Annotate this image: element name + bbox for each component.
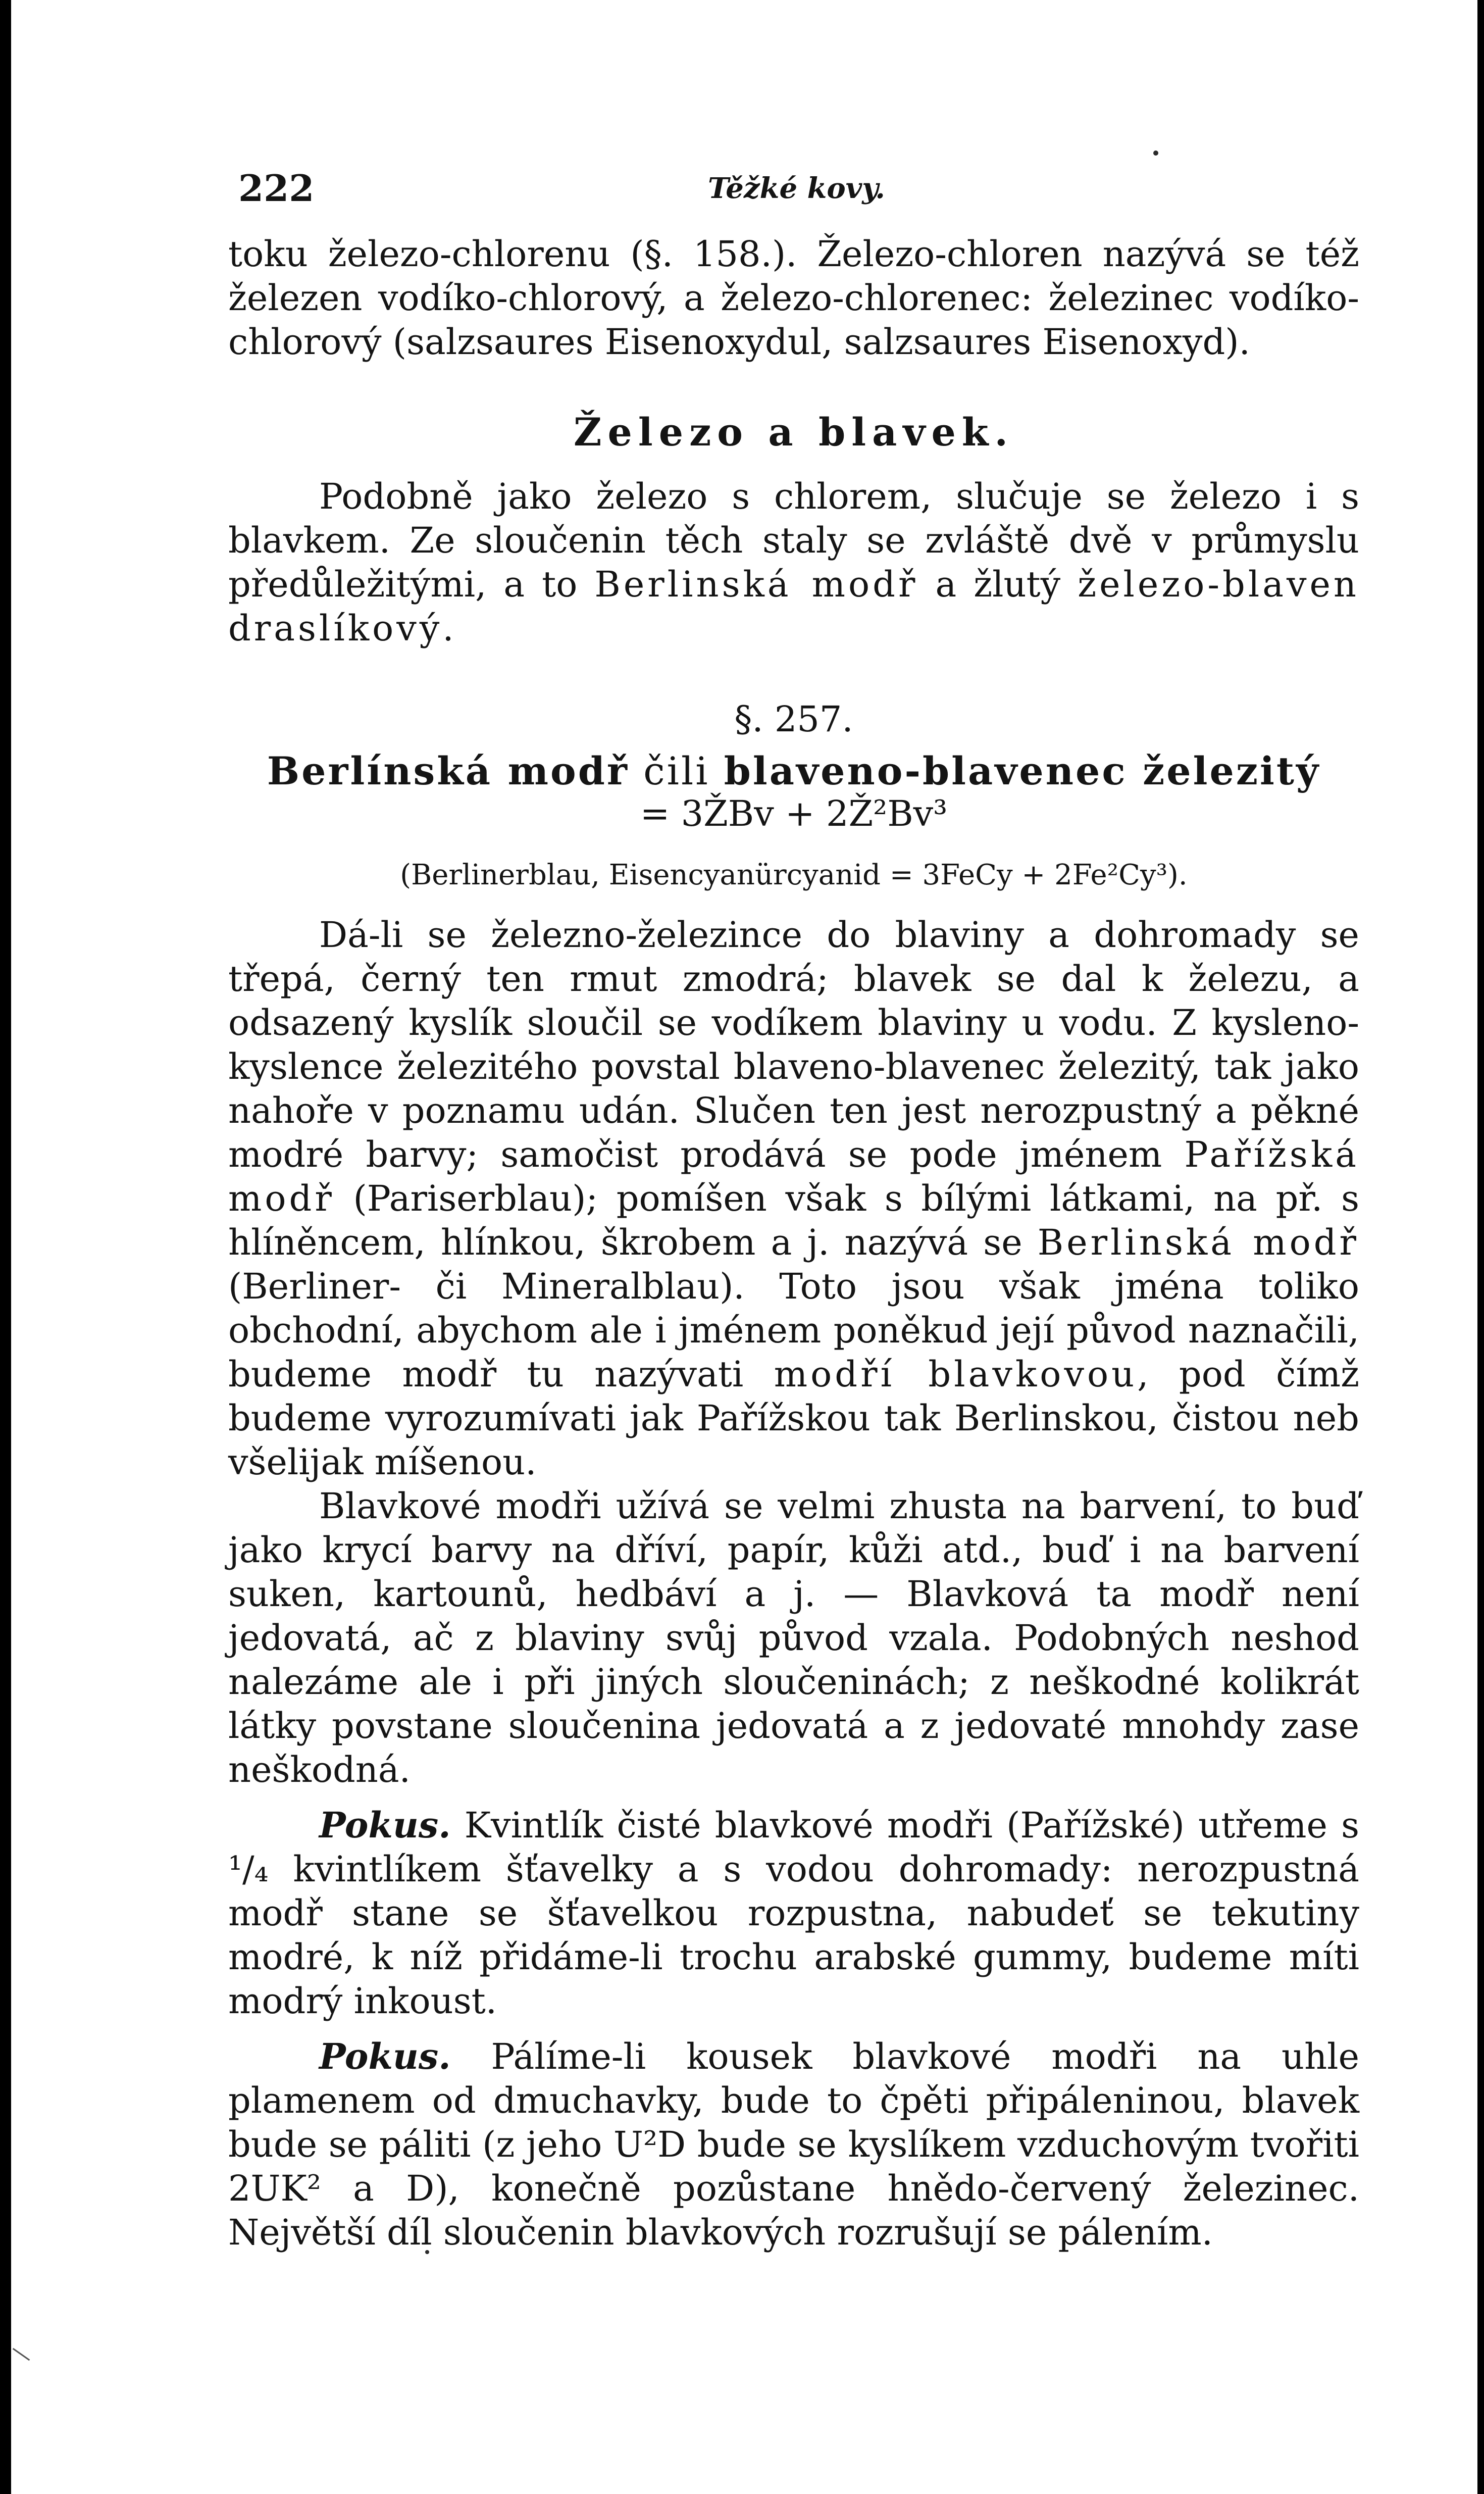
experiment-1-text-after: kvintlíkem šťavelky a s vodou dohromady: nerozpustná modř stane se šťavelkou rozpustna, nabudeť se tekutiny modré, k níž přidáme-li trochu arabské gummy, budeme míti modrý inkoust. xyxy=(228,1849,1359,2022)
term-blavkova-blue: modří blavkovou xyxy=(774,1354,1138,1395)
book-page xyxy=(11,0,1477,2494)
main-text-part-1: Dá-li se železno-železince do blaviny a dohromady se třepá, černý ten rmut zmodrá; blavek se dal k železu, a odsazený kyslík sloučil se vodíkem blaviny u vodu. Z kysleno-kyslence železitého povstal blaveno-blavenec železitý, tak jako nahoře v poznamu udán. Slučen ten jest nerozpustný a pěkné modré barvy; samočist prodává se pode jménem xyxy=(228,914,1359,1175)
paragraph-number: §. 257. xyxy=(734,699,853,740)
term-berlin-blue: Berlinská modř xyxy=(594,564,918,605)
running-head: Těžké kovy. xyxy=(708,172,885,205)
section-text-after: . xyxy=(442,608,454,649)
page-header xyxy=(228,167,1359,232)
experiment-paragraph-2 xyxy=(228,2034,1359,2255)
usage-paragraph: Blavkové modři užívá se velmi zhusta na barvení, to buď jako krycí barvy na dříví, papír, kůži atd., buď i na barvení suken, kartounů, hedbáví a j. — Blavková ta modř není jedovatá, ač z blaviny svůj původ vzala. Podobných neshod nalezáme ale i při jiných sloučeninách; z neškodné kolikrát látky povstane sloučenina jedovatá a z jedovaté mnohdy zase neškodná. xyxy=(228,1485,1359,1790)
main-paragraph xyxy=(228,913,1359,1484)
topic-title-main: Berlínská modř xyxy=(267,749,629,793)
main-text-part-2: (Pariserblau); pomíšen však s bílými látkami, na př. s hlíněncem, hlínkou, škrobem a j. nazývá se xyxy=(228,1178,1359,1263)
experiment-label: Pokus. xyxy=(319,2035,451,2077)
text-block xyxy=(228,167,1359,2255)
main-text-part-4: , pod čímž budeme vyrozumívati jak Pařížskou tak Berlinskou, čistou neb všelijak míšenou. xyxy=(228,1354,1359,1483)
topic-aside: (Berlinerblau, Eisencyanürcyanid = 3FeCy + 2Fe²Cy³). xyxy=(400,859,1188,891)
section-text-middle: a žlutý xyxy=(918,564,1078,605)
topic-title-connector: čili xyxy=(629,749,724,793)
experiment-1-fraction: ¹/₄ xyxy=(228,1849,269,1890)
main-text-part-3: (Berliner- či Mineralblau). Toto jsou však jména toliko obchodní, abychom ale i jménem poněkud její původ naznačili, budeme modř tu nazývati xyxy=(228,1266,1359,1395)
experiment-1-text-before: Kvintlík čisté blavkové modři (Pařížské) utřeme s xyxy=(450,1805,1359,1846)
term-berlin-blue-2: Berlinská modř xyxy=(1037,1222,1359,1263)
section-title: Železo a blavek. xyxy=(574,410,1014,455)
section-paragraph xyxy=(228,475,1359,651)
topic-title-alt: blaveno-blavenec železitý xyxy=(724,749,1321,793)
experiment-2-text: Pálíme-li kousek blavkové modři na uhle plamenem od dmuchavky, bude to čpěti připáleninou, blavek bude se páliti (z jeho U²D bude se kyslíkem vzduchovým tvořiti 2UK² a D), konečně pozůstane hnědo-červený železinec. Největší díl sloučenin blavkových rozrušují se pálením. xyxy=(228,2036,1359,2253)
scan-edge-mark xyxy=(13,2348,30,2361)
topic-title xyxy=(228,750,1359,792)
page-number: 222 xyxy=(238,167,315,210)
speck-mark xyxy=(1153,151,1158,156)
term-paris-blue: Pařížská modř xyxy=(228,1134,1359,1219)
section-text-before: Podobně jako železo s chlorem, slučuje se železo i s blavkem. Ze sloučenin těch staly se zvláště dvě v průmyslu předůležitými, a to xyxy=(228,476,1359,605)
topic-formula: = 3ŽBv + 2Ž²Bv³ xyxy=(640,793,948,834)
experiment-paragraph-1 xyxy=(228,1803,1359,2023)
experiment-label: Pokus. xyxy=(319,1804,451,1846)
term-yellow-prussiate: železo-blaven draslíkový xyxy=(228,564,1360,649)
intro-paragraph: toku železo-chlorenu (§. 158.). Železo-chloren nazývá se též železen vodíko-chlorový, a železo-chlorenec: železinec vodíko-chlorový (salzsaures Eisenoxydul, salzsaures Eisenoxyd). xyxy=(228,233,1359,363)
